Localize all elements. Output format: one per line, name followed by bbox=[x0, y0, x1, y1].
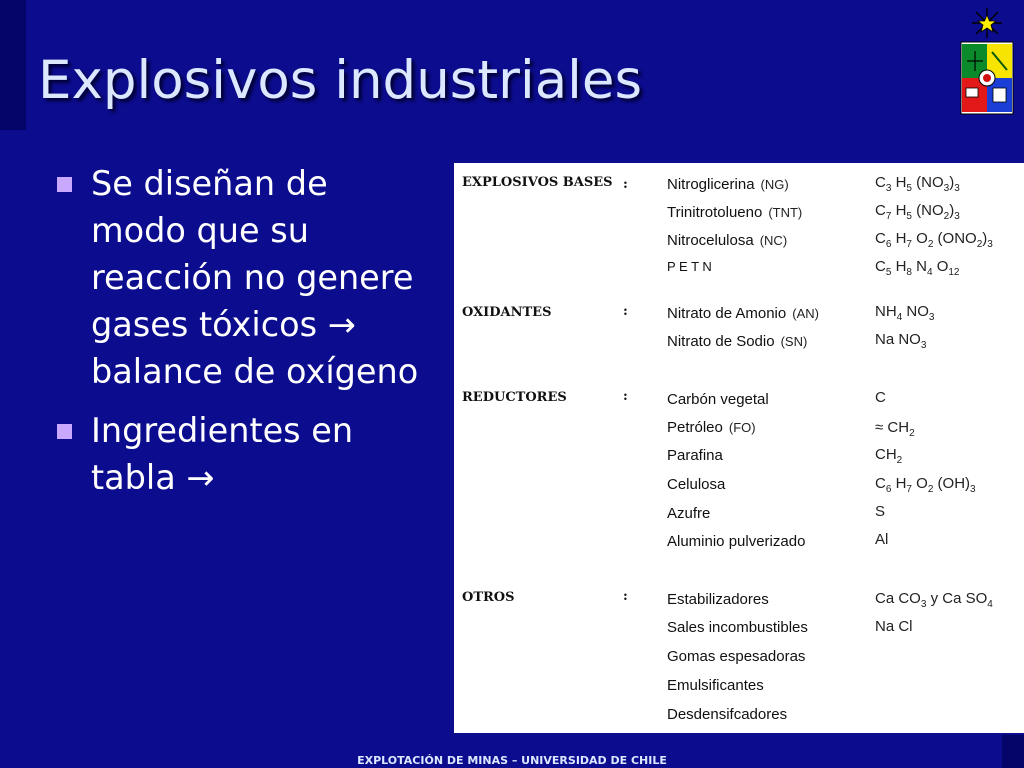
bullet-list bbox=[52, 160, 432, 513]
ingredient-name bbox=[667, 259, 712, 274]
ingredient-label: Aluminio pulverizado bbox=[667, 533, 806, 550]
ingredient-formula bbox=[875, 389, 886, 406]
formula-part: CH bbox=[875, 446, 897, 463]
bullet-item bbox=[52, 407, 432, 501]
slide-title: Explosivos industriales bbox=[38, 50, 643, 111]
ingredient-label: Emulsificantes bbox=[667, 677, 764, 694]
university-emblem-icon bbox=[956, 4, 1018, 116]
formula-subscript: 2 bbox=[976, 239, 983, 250]
ingredient-formula bbox=[875, 475, 976, 495]
formula-part: ) bbox=[949, 174, 955, 191]
bullet-text: Se diseñan de modo que su reacción no genere gases tóxicos → balance de oxígeno bbox=[91, 164, 419, 391]
ingredient-formula bbox=[875, 419, 915, 439]
formula-subscript: 7 bbox=[885, 211, 892, 222]
group-label-otros: OTROS bbox=[462, 590, 515, 605]
formula-subscript: 2 bbox=[896, 455, 903, 466]
ingredient-formula bbox=[875, 531, 888, 548]
bullet-marker-icon bbox=[57, 177, 72, 192]
ingredient-formula bbox=[875, 230, 993, 250]
ingredient-name bbox=[667, 391, 769, 408]
ingredient-label: Trinitrotolueno bbox=[667, 204, 763, 221]
formula-subscript: 2 bbox=[909, 428, 915, 439]
group-colon: : bbox=[623, 389, 628, 404]
formula-part: S bbox=[875, 503, 886, 520]
formula-part: O bbox=[911, 475, 928, 492]
formula-part: (OH) bbox=[933, 475, 971, 492]
ingredient-name bbox=[667, 505, 710, 522]
formula-subscript: 6 bbox=[885, 239, 892, 250]
formula-subscript: 5 bbox=[906, 211, 912, 222]
formula-subscript: 3 bbox=[920, 340, 927, 351]
ingredient-name bbox=[667, 419, 756, 436]
ingredient-label: Sales incombustibles bbox=[667, 619, 808, 636]
ingredient-name bbox=[667, 232, 787, 249]
formula-subscript: 12 bbox=[948, 267, 960, 278]
left-accent-bar bbox=[0, 0, 26, 130]
formula-part: C bbox=[875, 174, 886, 191]
formula-subscript: 3 bbox=[885, 183, 892, 194]
formula-subscript: 7 bbox=[906, 484, 912, 495]
formula-part: H bbox=[891, 475, 907, 492]
ingredient-formula bbox=[875, 503, 885, 520]
bullet-marker-icon bbox=[57, 424, 72, 439]
formula-part: C bbox=[875, 202, 886, 219]
ingredient-name bbox=[667, 176, 789, 193]
formula-subscript: 5 bbox=[906, 183, 912, 194]
formula-part: Na Cl bbox=[875, 618, 913, 635]
ingredient-abbr: (TNT) bbox=[768, 205, 803, 220]
formula-subscript: 4 bbox=[926, 267, 933, 278]
ingredients-table bbox=[454, 163, 1024, 733]
ingredient-label: Petróleo bbox=[667, 419, 723, 436]
formula-part: ≈ CH bbox=[875, 419, 910, 436]
ingredient-name bbox=[667, 476, 725, 493]
ingredient-label: Carbón vegetal bbox=[667, 391, 769, 408]
ingredient-name bbox=[667, 533, 805, 550]
ingredient-formula bbox=[875, 202, 960, 222]
formula-part: (ONO bbox=[933, 230, 977, 247]
ingredient-label: Azufre bbox=[667, 505, 711, 522]
group-colon: : bbox=[623, 177, 628, 192]
formula-subscript: 8 bbox=[906, 267, 912, 278]
ingredient-label: Gomas espesadoras bbox=[667, 648, 806, 665]
bullet-text: Ingredientes en tabla → bbox=[91, 411, 354, 497]
formula-part: Al bbox=[875, 531, 889, 548]
formula-part: H bbox=[891, 258, 907, 275]
ingredient-name bbox=[667, 706, 787, 723]
formula-subscript: 2 bbox=[927, 239, 934, 250]
ingredient-formula bbox=[875, 331, 926, 351]
ingredient-name bbox=[667, 333, 807, 350]
slide-footer: EXPLOTACIÓN DE MINAS – UNIVERSIDAD DE CHILE bbox=[357, 754, 667, 767]
formula-part: C bbox=[875, 258, 886, 275]
ingredient-label: Nitrato de Amonio bbox=[667, 305, 787, 322]
formula-part: y Ca SO bbox=[926, 590, 988, 607]
group-label-explosivos-bases: EXPLOSIVOS BASES bbox=[462, 175, 613, 190]
bullet-item bbox=[52, 160, 432, 395]
formula-part: O bbox=[932, 258, 949, 275]
ingredient-label: Nitroglicerina bbox=[667, 176, 755, 193]
formula-part: C bbox=[875, 475, 886, 492]
ingredient-formula bbox=[875, 446, 902, 466]
formula-part: N bbox=[911, 258, 927, 275]
ingredient-label: Celulosa bbox=[667, 476, 726, 493]
formula-subscript: 3 bbox=[954, 183, 960, 194]
ingredient-label: Parafina bbox=[667, 447, 723, 464]
formula-part: NO bbox=[902, 303, 929, 320]
formula-subscript: 5 bbox=[885, 267, 892, 278]
ingredient-name bbox=[667, 648, 805, 665]
ingredient-label: Desdensifcadores bbox=[667, 706, 788, 723]
formula-subscript: 3 bbox=[928, 312, 935, 323]
formula-subscript: 6 bbox=[885, 484, 892, 495]
formula-part: ) bbox=[982, 230, 988, 247]
ingredient-abbr: (AN) bbox=[792, 306, 819, 321]
group-label-reductores: REDUCTORES bbox=[462, 390, 567, 405]
formula-part: ) bbox=[949, 202, 955, 219]
ingredient-label: Nitrato de Sodio bbox=[667, 333, 775, 350]
formula-part: H bbox=[891, 230, 907, 247]
ingredient-name bbox=[667, 204, 802, 221]
ingredient-name bbox=[667, 619, 808, 636]
formula-part: H bbox=[891, 202, 907, 219]
formula-subscript: 3 bbox=[920, 599, 927, 610]
ingredient-abbr: (NC) bbox=[759, 233, 788, 248]
ingredient-name bbox=[667, 447, 723, 464]
ingredient-name bbox=[667, 677, 764, 694]
ingredient-name bbox=[667, 305, 819, 322]
formula-subscript: 2 bbox=[927, 484, 934, 495]
formula-subscript: 2 bbox=[943, 211, 950, 222]
ingredient-formula bbox=[875, 590, 993, 610]
formula-subscript: 4 bbox=[896, 312, 903, 323]
ingredient-formula bbox=[875, 174, 960, 194]
group-label-oxidantes: OXIDANTES bbox=[462, 305, 552, 320]
formula-part: O bbox=[911, 230, 928, 247]
ingredient-label: Estabilizadores bbox=[667, 591, 769, 608]
star-icon bbox=[972, 8, 1002, 38]
ingredient-formula bbox=[875, 618, 913, 635]
formula-subscript: 3 bbox=[943, 183, 950, 194]
ingredient-label: P E T N bbox=[667, 259, 712, 274]
formula-part: (NO bbox=[911, 174, 944, 191]
formula-subscript: 7 bbox=[906, 239, 912, 250]
ingredient-formula bbox=[875, 303, 934, 323]
formula-part: Na NO bbox=[875, 331, 921, 348]
ingredient-abbr: (SN) bbox=[780, 334, 808, 349]
formula-part: C bbox=[875, 230, 886, 247]
formula-part: Ca CO bbox=[875, 590, 921, 607]
ingredient-abbr: (FO) bbox=[728, 420, 756, 435]
formula-subscript: 4 bbox=[987, 599, 993, 610]
ingredient-formula bbox=[875, 258, 960, 278]
formula-subscript: 3 bbox=[970, 484, 976, 495]
ingredient-name bbox=[667, 591, 769, 608]
formula-part: NH bbox=[875, 303, 897, 320]
ingredient-label: Nitrocelulosa bbox=[667, 232, 754, 249]
ingredient-abbr: (NG) bbox=[760, 177, 789, 192]
formula-subscript: 3 bbox=[987, 239, 993, 250]
formula-part: (NO bbox=[911, 202, 944, 219]
formula-part: C bbox=[875, 389, 886, 406]
group-colon: : bbox=[623, 589, 628, 604]
group-colon: : bbox=[623, 304, 628, 319]
formula-part: H bbox=[891, 174, 907, 191]
formula-subscript: 3 bbox=[954, 211, 960, 222]
